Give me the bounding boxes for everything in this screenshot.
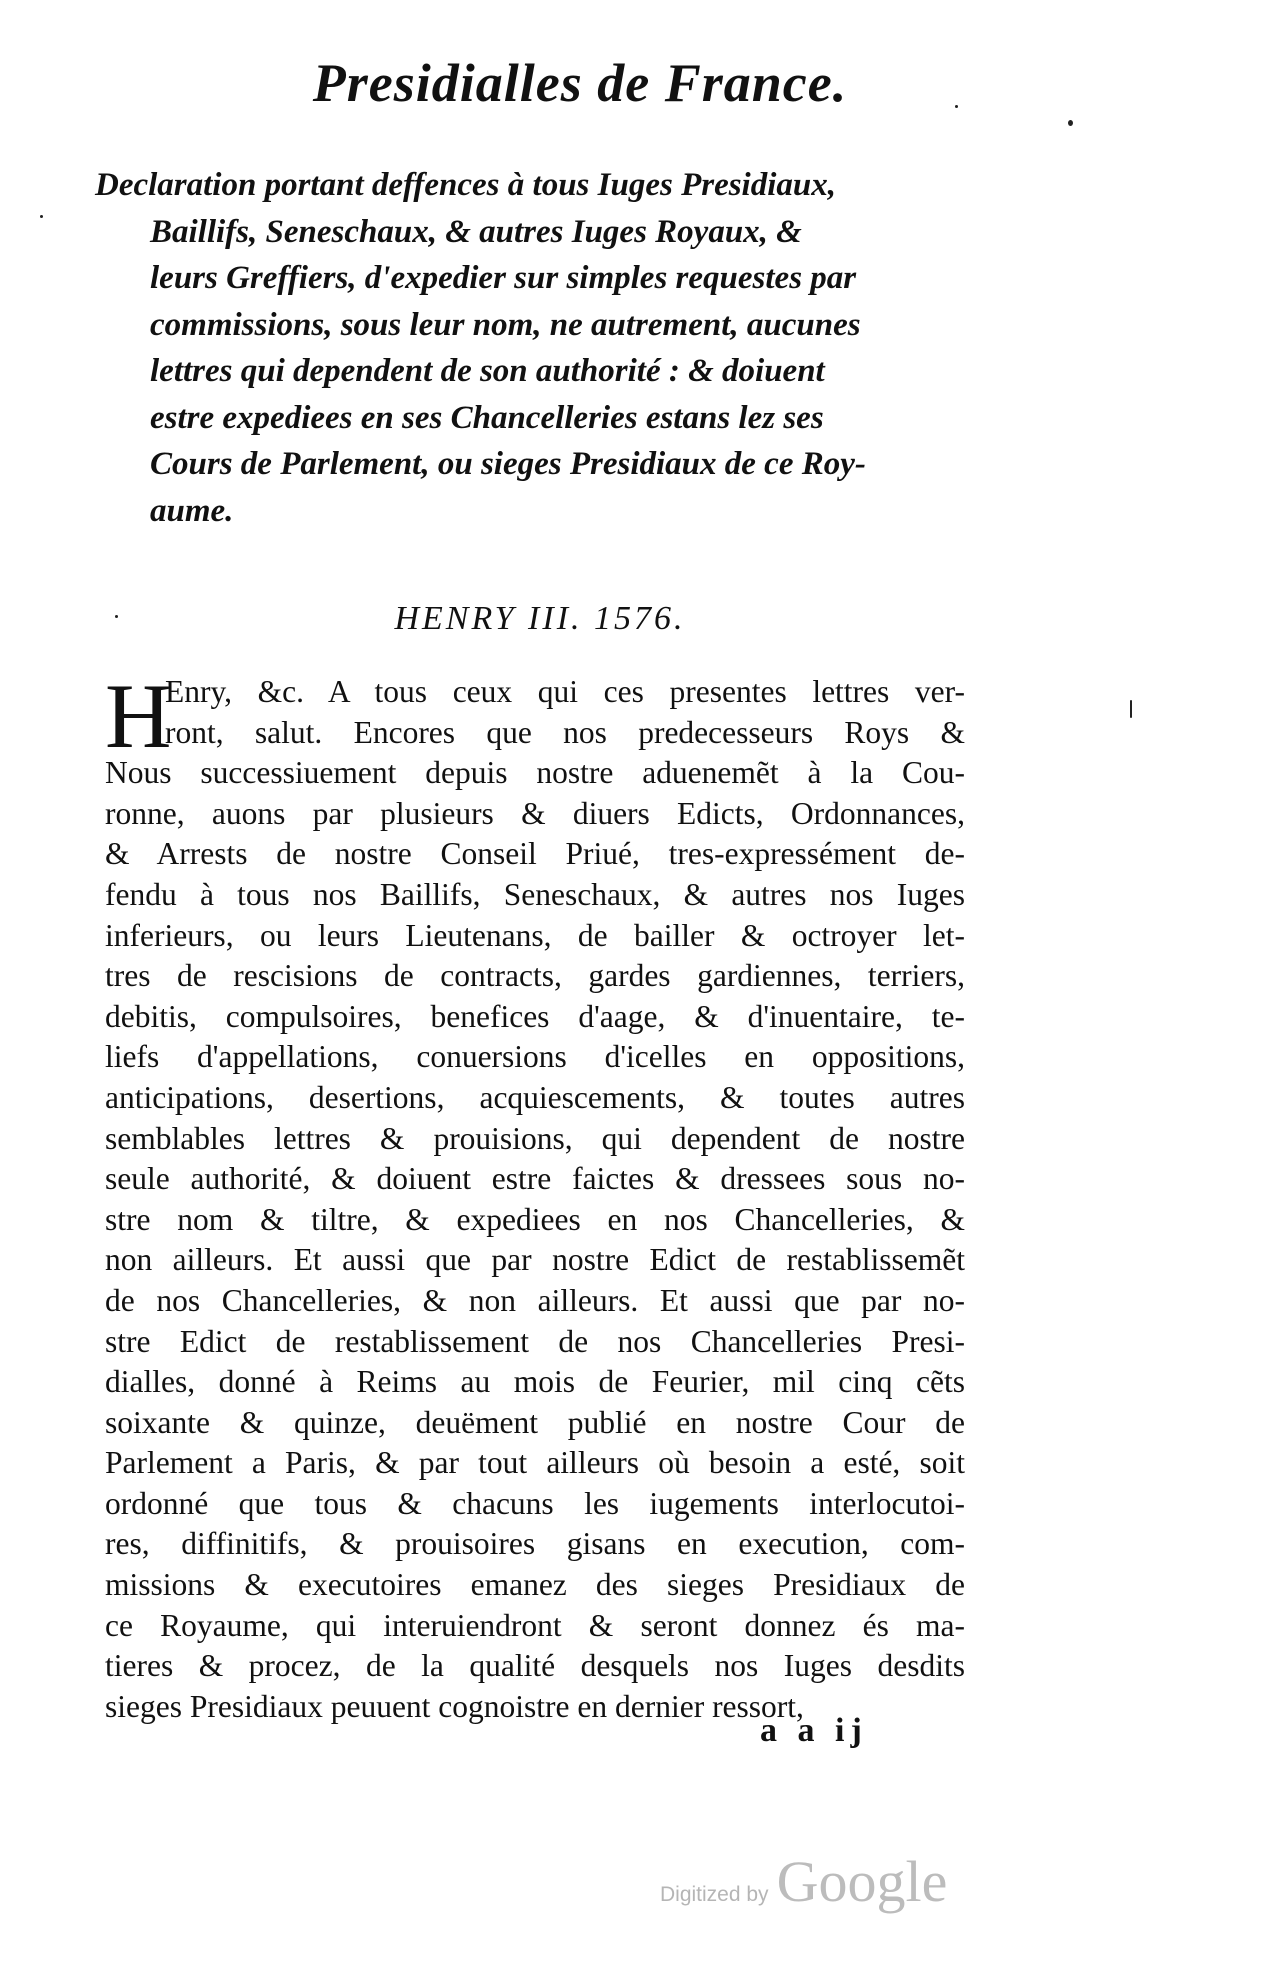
signature-mark: a a ij: [760, 1712, 868, 1749]
body-text: [105, 665, 965, 1727]
body-line: ce Royaume, qui interuiendront & seront donnez és ma-: [105, 1607, 965, 1643]
body-line: stre nom & tiltre, & expediees en nos Chancelleries, &: [105, 1201, 965, 1237]
scan-speck: [1068, 120, 1073, 126]
drop-cap: H: [105, 665, 172, 767]
body-line: ordonné que tous & chacuns les iugements interlocutoi-: [105, 1485, 965, 1521]
body-line: Enry, &c. A tous ceux qui ces presentes lettres ver-: [165, 674, 965, 709]
body-line: inferieurs, ou leurs Lieutenans, de bailler & octroyer let-: [105, 917, 965, 953]
body-line: soixante & quinze, deuëment publié en nostre Cour de: [105, 1404, 965, 1440]
body-line: dialles, donné à Reims au mois de Feurier, mil cinq cẽts: [105, 1364, 965, 1400]
declaration-line: commissions, sous leur nom, ne autrement, aucunes: [150, 306, 861, 343]
body-line: Nous successiuement depuis nostre aduenemẽt à la Cou-: [105, 755, 965, 791]
body-line: liefs d'appellations, conuersions d'icelles en oppositions,: [105, 1039, 965, 1075]
body-line: tres de rescisions de contracts, gardes gardiennes, terriers,: [105, 958, 965, 994]
declaration-heading: [95, 162, 965, 534]
watermark-prefix: Digitized by: [660, 1883, 769, 1906]
body-line: de nos Chancelleries, & non ailleurs. Et aussi que par no-: [105, 1282, 965, 1318]
declaration-line: lettres qui dependent de son authorité : & doiuent: [150, 353, 825, 389]
declaration-line: Baillifs, Seneschaux, & autres Iuges Royaux, &: [150, 213, 802, 250]
body-line: anticipations, desertions, acquiescements, & toutes autres: [105, 1079, 965, 1115]
body-line: fendu à tous nos Baillifs, Seneschaux, & autres nos Iuges: [105, 876, 965, 912]
body-line: semblables lettres & prouisions, qui dependent de nostre: [105, 1120, 965, 1156]
body-line: ronne, auons par plusieurs & diuers Edicts, Ordonnances,: [105, 795, 965, 831]
body-line: debitis, compulsoires, benefices d'aage, & d'inuentaire, te-: [105, 998, 965, 1034]
body-line: non ailleurs. Et aussi que par nostre Edict de restablissemẽt: [105, 1242, 965, 1278]
declaration-line: leurs Greffiers, d'expedier sur simples requestes par: [150, 260, 857, 296]
body-line: ront, salut. Encores que nos predecesseurs Roys &: [165, 714, 965, 750]
body-line: & Arrests de nostre Conseil Priué, tres-expressément de-: [105, 836, 965, 872]
body-line: seule authorité, & doiuent estre faictes & dressees sous no-: [105, 1161, 965, 1197]
body-line: stre Edict de restablissement de nos Chancelleries Presi-: [105, 1323, 965, 1359]
body-line: Parlement a Paris, & par tout ailleurs où besoin a esté, soit: [105, 1445, 965, 1481]
declaration-line: aume.: [150, 492, 234, 529]
running-title: Presidialles de France.: [312, 53, 848, 113]
scan-speck: [955, 105, 958, 108]
dateline: HENRY III. 1576.: [394, 600, 686, 637]
body-line: res, diffinitifs, & prouisoires gisans en execution, com-: [105, 1526, 965, 1562]
watermark-brand: Google: [776, 1849, 948, 1914]
scan-speck: [1130, 700, 1132, 718]
scan-speck: [40, 215, 43, 218]
body-line: missions & executoires emanez des sieges Presidiaux de: [105, 1567, 965, 1603]
body-line: sieges Presidiaux peuuent cognoistre en dernier ressort,: [105, 1688, 804, 1724]
declaration-line: estre expediees en ses Chancelleries estans lez ses: [150, 399, 824, 436]
body-line: tieres & procez, de la qualité desquels nos Iuges desdits: [105, 1648, 965, 1684]
scan-speck: [115, 615, 118, 618]
declaration-line: Declaration portant deffences à tous Iuges Presidiaux,: [95, 167, 837, 203]
digitized-watermark: [660, 1848, 947, 1915]
declaration-line: Cours de Parlement, ou sieges Presidiaux de ce Roy-: [150, 446, 866, 482]
